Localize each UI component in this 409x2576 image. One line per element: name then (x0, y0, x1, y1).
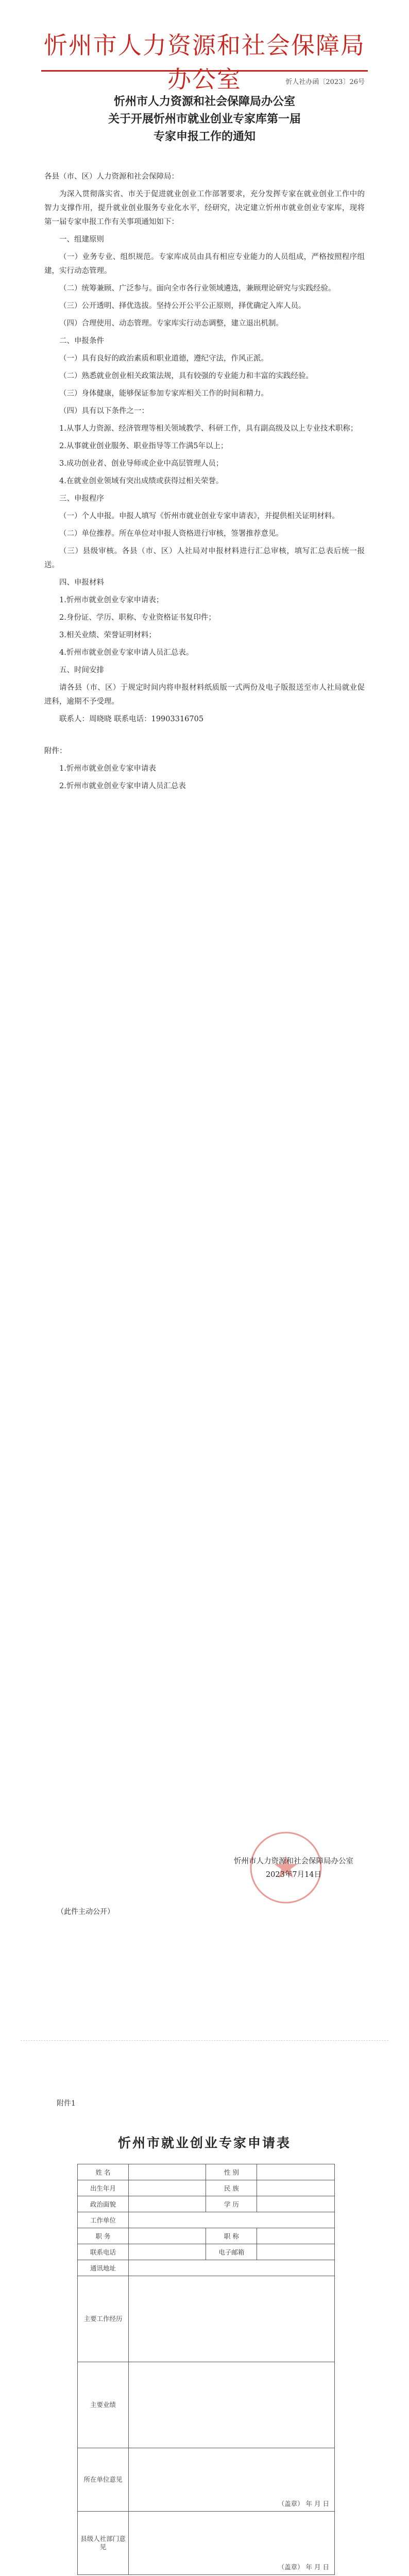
form-row (78, 2196, 335, 2212)
form-row (78, 2180, 335, 2196)
page-divider (21, 2040, 388, 2041)
form-field-value[interactable] (129, 2164, 206, 2180)
form-section-value[interactable]: （盖章） 年 月 日 (129, 2512, 335, 2575)
form-section-value[interactable] (129, 2362, 335, 2448)
application-form-title: 忻州市就业创业专家申请表 (117, 2136, 291, 2150)
form-field-label: 性 别 (206, 2164, 257, 2180)
signature-block (227, 1855, 361, 1882)
body-paragraph: （三）县级审核。各县（市、区）人社局对申报材料进行汇总审核，填写汇总表后统一报送。 (44, 547, 365, 569)
notice-title (77, 93, 332, 145)
form-section-row (78, 2276, 335, 2362)
form-field-value[interactable] (257, 2228, 335, 2244)
form-field-label: 通讯地址 (78, 2260, 129, 2276)
form-section-label: 主要工作经历 (78, 2276, 129, 2362)
body-paragraph: 3.相关业绩、荣誉证明材料； (59, 631, 156, 639)
form-section-label: 所在单位意见 (78, 2448, 129, 2512)
body-paragraph: 2.从事就业创业服务、职业指导等工作满5年以上； (59, 442, 228, 450)
notice-title-line: 专家申报工作的通知 (153, 130, 255, 143)
body-paragraph: （二）统筹兼顾、广泛参与。面向全市各行业领域遴选，兼顾理论研究与实践经验。 (59, 284, 336, 293)
body-paragraph: 联系人：周晓晓 联系电话：19903316705 (59, 715, 204, 723)
form-row (78, 2244, 335, 2260)
form-field-value[interactable] (257, 2180, 335, 2196)
body-paragraph: （三）身体健康，能够保证参加专家库相关工作的时间和精力。 (59, 389, 268, 398)
attachments-label: 附件： (44, 747, 67, 755)
body-paragraph: 2.身份证、学历、职称、专业资格证书复印件； (59, 614, 216, 622)
body-paragraph: 为深入贯彻落实省、市关于促进就业创业工作部署要求，充分发挥专家在就业创业工作中的智力支撑作用，提升就业创业服务专业化水平，经研究，决定建立忻州市就业创业专家库，现将第一届专家申报工作有关事项通知如下： (44, 190, 365, 226)
form-section-label: 主要业绩 (78, 2362, 129, 2448)
form-row (78, 2228, 335, 2244)
form-row (78, 2212, 335, 2228)
body-paragraph: （一）业务专业、组织规范。专家库成员由具有相应专业能力的人员组成，严格按照程序组建，实行动态管理。 (44, 253, 365, 275)
body-paragraph: 1.忻州市就业创业专家申请表； (59, 596, 164, 604)
form-row (78, 2260, 335, 2276)
form-field-value[interactable] (257, 2244, 335, 2260)
body-paragraph: 3.成功创业者、创业导师或企业中高层管理人员； (59, 460, 224, 468)
body-paragraph: （二）单位推荐。所在单位对申报人资格进行审核，签署推荐意见。 (59, 530, 283, 538)
body-paragraph: 二、申报条件 (59, 337, 104, 345)
body-paragraph: （一）具有良好的政治素质和职业道德，遵纪守法，作风正派。 (59, 354, 268, 363)
form-field-value[interactable] (257, 2164, 335, 2180)
sign-date: 2023年7月14日 (265, 1871, 322, 1879)
signer: 忻州市人力资源和社会保障局办公室 (234, 1857, 353, 1866)
form-field-label: 政治面貌 (78, 2196, 129, 2212)
form-field-label: 学 历 (206, 2196, 257, 2212)
body-paragraph: 请各县（市、区）于规定时间内将申报材料纸质版一式两份及电子版报送至市人社局就业促进科，逾期不予受理。 (44, 684, 365, 706)
attachment-1-label: 附件1 (57, 2099, 76, 2108)
form-field-label: 职 务 (78, 2228, 129, 2244)
form-field-label: 职 称 (206, 2228, 257, 2244)
body-paragraph: 4.在就业创业领域有突出成绩或获得过相关荣誉。 (59, 477, 224, 485)
public-note: （此件主动公开） (57, 1908, 114, 1916)
form-field-value[interactable] (129, 2212, 335, 2228)
body-paragraph: （四）具有以下条件之一： (59, 407, 149, 415)
form-field-value[interactable] (129, 2260, 335, 2276)
form-field-label: 民 族 (206, 2180, 257, 2196)
body-paragraph: （三）公开透明、择优选拔。坚持公开公平公正原则，择优确定入库人员。 (59, 302, 306, 310)
form-section-row (78, 2362, 335, 2448)
body-paragraph: 三、申报程序 (59, 495, 104, 503)
form-section-label: 县级人社部门意见 (78, 2512, 129, 2575)
form-field-value[interactable] (129, 2244, 206, 2260)
body-paragraph: 五、时间安排 (59, 666, 104, 674)
letterhead-title: 忻州市人力资源和社会保障局办公室 (44, 31, 365, 93)
form-field-label: 联系电话 (78, 2244, 129, 2260)
body-paragraph: （四）合理使用、动态管理。专家库实行动态调整，建立退出机制。 (59, 319, 283, 328)
notice-title-line: 关于开展忻州市就业创业专家库第一届 (108, 112, 301, 126)
salutation: 各县（市、区）人力资源和社会保障局： (44, 173, 179, 181)
paragraph-list (44, 188, 365, 726)
form-field-label: 出生年月 (78, 2180, 129, 2196)
body-paragraph: 一、组建原则 (59, 235, 104, 244)
form-section-value[interactable]: （盖章） 年 月 日 (129, 2448, 335, 2512)
body-paragraph: 四、申报材料 (59, 579, 104, 587)
form-field-label: 工作单位 (78, 2212, 129, 2228)
form-field-value[interactable] (129, 2180, 206, 2196)
attachment-item: 2.忻州市就业创业专家申请人员汇总表 (59, 782, 186, 790)
form-section-row (78, 2448, 335, 2512)
form-field-value[interactable] (129, 2196, 206, 2212)
form-field-label: 电子邮箱 (206, 2244, 257, 2260)
form-field-label: 姓 名 (78, 2164, 129, 2180)
form-field-value[interactable] (257, 2196, 335, 2212)
form-field-value[interactable] (129, 2228, 206, 2244)
attachment-item: 1.忻州市就业创业专家申请表 (59, 765, 156, 773)
notice-body (44, 170, 365, 797)
body-paragraph: （一）个人申报。申报人填写《忻州市就业创业专家申请表》，并提供相关证明材料。 (59, 512, 339, 520)
form-row (78, 2164, 335, 2180)
document-number: 忻人社办函〔2023〕26号 (285, 78, 365, 86)
application-form-table (77, 2164, 335, 2575)
body-paragraph: （二）熟悉就业创业相关政策法规，具有较强的专业能力和丰富的实践经验。 (59, 372, 313, 380)
form-section-value[interactable] (129, 2276, 335, 2362)
body-paragraph: 1.从事人力资源、经济管理等相关领域教学、科研工作，具有副高级及以上专业技术职称； (59, 425, 358, 433)
form-section-row (78, 2512, 335, 2575)
notice-title-line: 忻州市人力资源和社会保障局办公室 (113, 95, 295, 108)
body-paragraph: 4.忻州市就业创业专家申请人员汇总表。 (59, 649, 194, 657)
